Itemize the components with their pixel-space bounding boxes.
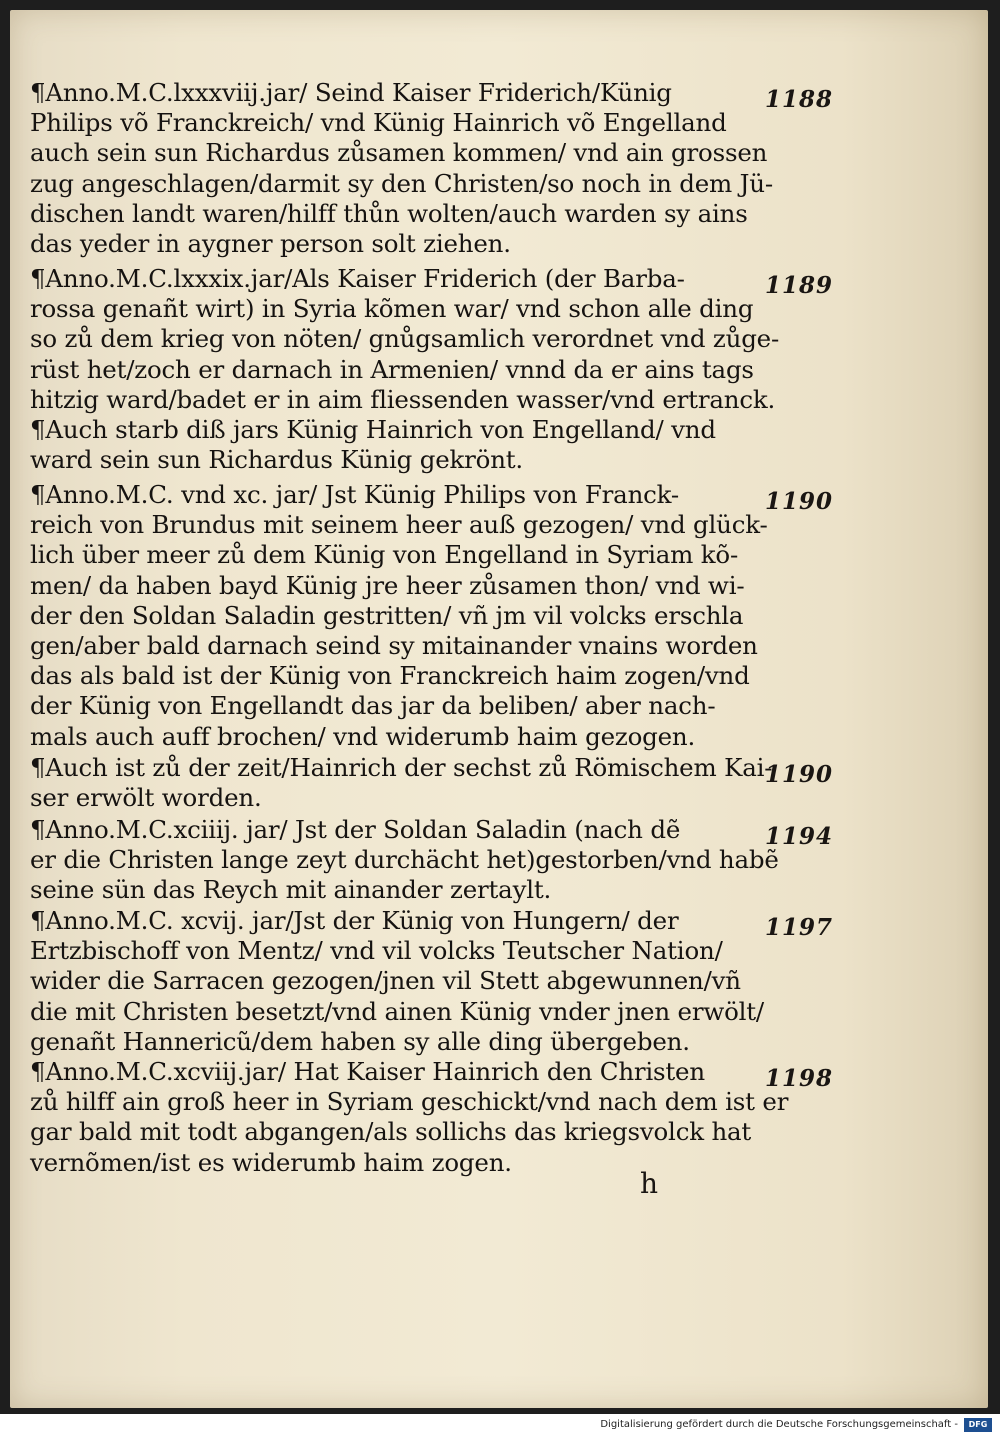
- dfg-logo-icon[interactable]: DFG: [964, 1418, 992, 1432]
- entry-line: ¶Anno.M.C. xcvij. jar/Jst der Künig von Hungern/ der: [30, 906, 679, 935]
- entry-line: wider die Sarracen gezogen/jnen vil Stett abgewunnen/vñ: [30, 966, 741, 996]
- entry-line: zug angeschlagen/darmit sy den Christen/so noch in dem Jü-: [30, 168, 773, 198]
- entry-line: mals auch auff brochen/ vnd widerumb haim gezogen.: [30, 721, 696, 751]
- entry-line: die mit Christen besetzt/vnd ainen Künig vnder jnen erwölt/: [30, 996, 764, 1026]
- entry-line: reich von Brundus mit seinem heer auß gezogen/ vnd glück-: [30, 510, 768, 540]
- footer-bar: [0, 1414, 1000, 1438]
- entry-line: seine sün das Reych mit ainander zertaylt.: [30, 875, 552, 905]
- chronicle-entry-1188: [30, 78, 773, 259]
- entry-line: zů hilff ain groß heer in Syriam geschickt/vnd nach dem ist er: [30, 1087, 789, 1117]
- signature-mark: h: [640, 1167, 659, 1200]
- marginal-year: 1189: [765, 272, 834, 299]
- entry-line: ¶Anno.M.C.lxxxviij.jar/ Seind Kaiser Friderich/Künig: [30, 78, 672, 107]
- entry-line: ¶Auch ist zů der zeit/Hainrich der sechst zů Römischem Kai-: [30, 753, 773, 782]
- entry-line: lich über meer zů dem Künig von Engelland in Syriam kõ-: [30, 540, 739, 570]
- chronicle-entry-1190-b: [30, 753, 772, 813]
- entry-line: ¶Anno.M.C. vnd xc. jar/ Jst Künig Philips von Franck-: [30, 480, 679, 509]
- entry-line: er die Christen lange zeyt durchächt het)gestorben/vnd habẽ: [30, 845, 779, 875]
- entry-line: der den Soldan Saladin gestritten/ vñ jm vil volcks erschla: [30, 600, 744, 630]
- entry-line: das als bald ist der Künig von Franckreich haim zogen/vnd: [30, 661, 750, 691]
- entry-line: so zů dem krieg von nöten/ gnůgsamlich verordnet vnd zůge-: [30, 324, 780, 354]
- chronicle-entry-1190: [30, 480, 768, 752]
- chronicle-entry-1197: [30, 906, 764, 1057]
- marginal-year: 1190: [765, 488, 834, 515]
- entry-line: ser erwölt worden.: [30, 783, 262, 813]
- entry-line: ¶Anno.M.C.lxxxix.jar/Als Kaiser Friderich (der Barba-: [30, 264, 685, 293]
- chronicle-entry-1198: [30, 1057, 788, 1178]
- entry-line: der Künig von Engellandt das jar da beliben/ aber nach-: [30, 691, 716, 721]
- entry-line: vernõmen/ist es widerumb haim zogen.: [30, 1147, 512, 1177]
- funding-notice: Digitalisierung gefördert durch die Deutsche Forschungsgemeinschaft -: [600, 1419, 958, 1430]
- entry-line: ¶Anno.M.C.xciiij. jar/ Jst der Soldan Saladin (nach dẽ: [30, 815, 681, 844]
- entry-line: auch sein sun Richardus zůsamen kommen/ vnd ain grossen: [30, 138, 768, 168]
- entry-line: dischen landt waren/hilff thůn wolten/auch warden sy ains: [30, 198, 748, 228]
- entry-line: gen/aber bald darnach seind sy mitainander vnains worden: [30, 631, 758, 661]
- entry-line: gar bald mit todt abgangen/als sollichs das kriegsvolck hat: [30, 1117, 752, 1147]
- entry-line: ¶Auch starb diß jars Künig Hainrich von Engelland/ vnd: [30, 415, 716, 445]
- marginal-year: 1194: [765, 823, 834, 850]
- chronicle-entry-1189: [30, 264, 779, 475]
- marginal-year: 1190: [765, 761, 834, 788]
- marginal-year: 1198: [765, 1065, 834, 1092]
- chronicle-entry-1194: [30, 815, 779, 906]
- entry-line: hitzig ward/badet er in aim fliessenden wasser/vnd ertranck.: [30, 384, 776, 414]
- entry-line: men/ da haben bayd Künig jre heer zůsamen thon/ vnd wi-: [30, 570, 745, 600]
- marginal-year: 1197: [765, 914, 834, 941]
- entry-line: Ertzbischoff von Mentz/ vnd vil volcks Teutscher Nation/: [30, 936, 723, 966]
- entry-line: ¶Anno.M.C.xcviij.jar/ Hat Kaiser Hainrich den Christen: [30, 1057, 705, 1086]
- entry-line: genañt Hannericũ/dem haben sy alle ding übergeben.: [30, 1026, 690, 1056]
- entry-line: das yeder in aygner person solt ziehen.: [30, 229, 511, 259]
- entry-line: rüst het/zoch er darnach in Armenien/ vnnd da er ains tags: [30, 354, 754, 384]
- entry-line: ward sein sun Richardus Künig gekrönt.: [30, 445, 524, 475]
- marginal-year: 1188: [765, 86, 834, 113]
- entry-line: rossa genañt wirt) in Syria kõmen war/ vnd schon alle ding: [30, 294, 754, 324]
- entry-line: Philips võ Franckreich/ vnd Künig Hainrich võ Engelland: [30, 108, 727, 138]
